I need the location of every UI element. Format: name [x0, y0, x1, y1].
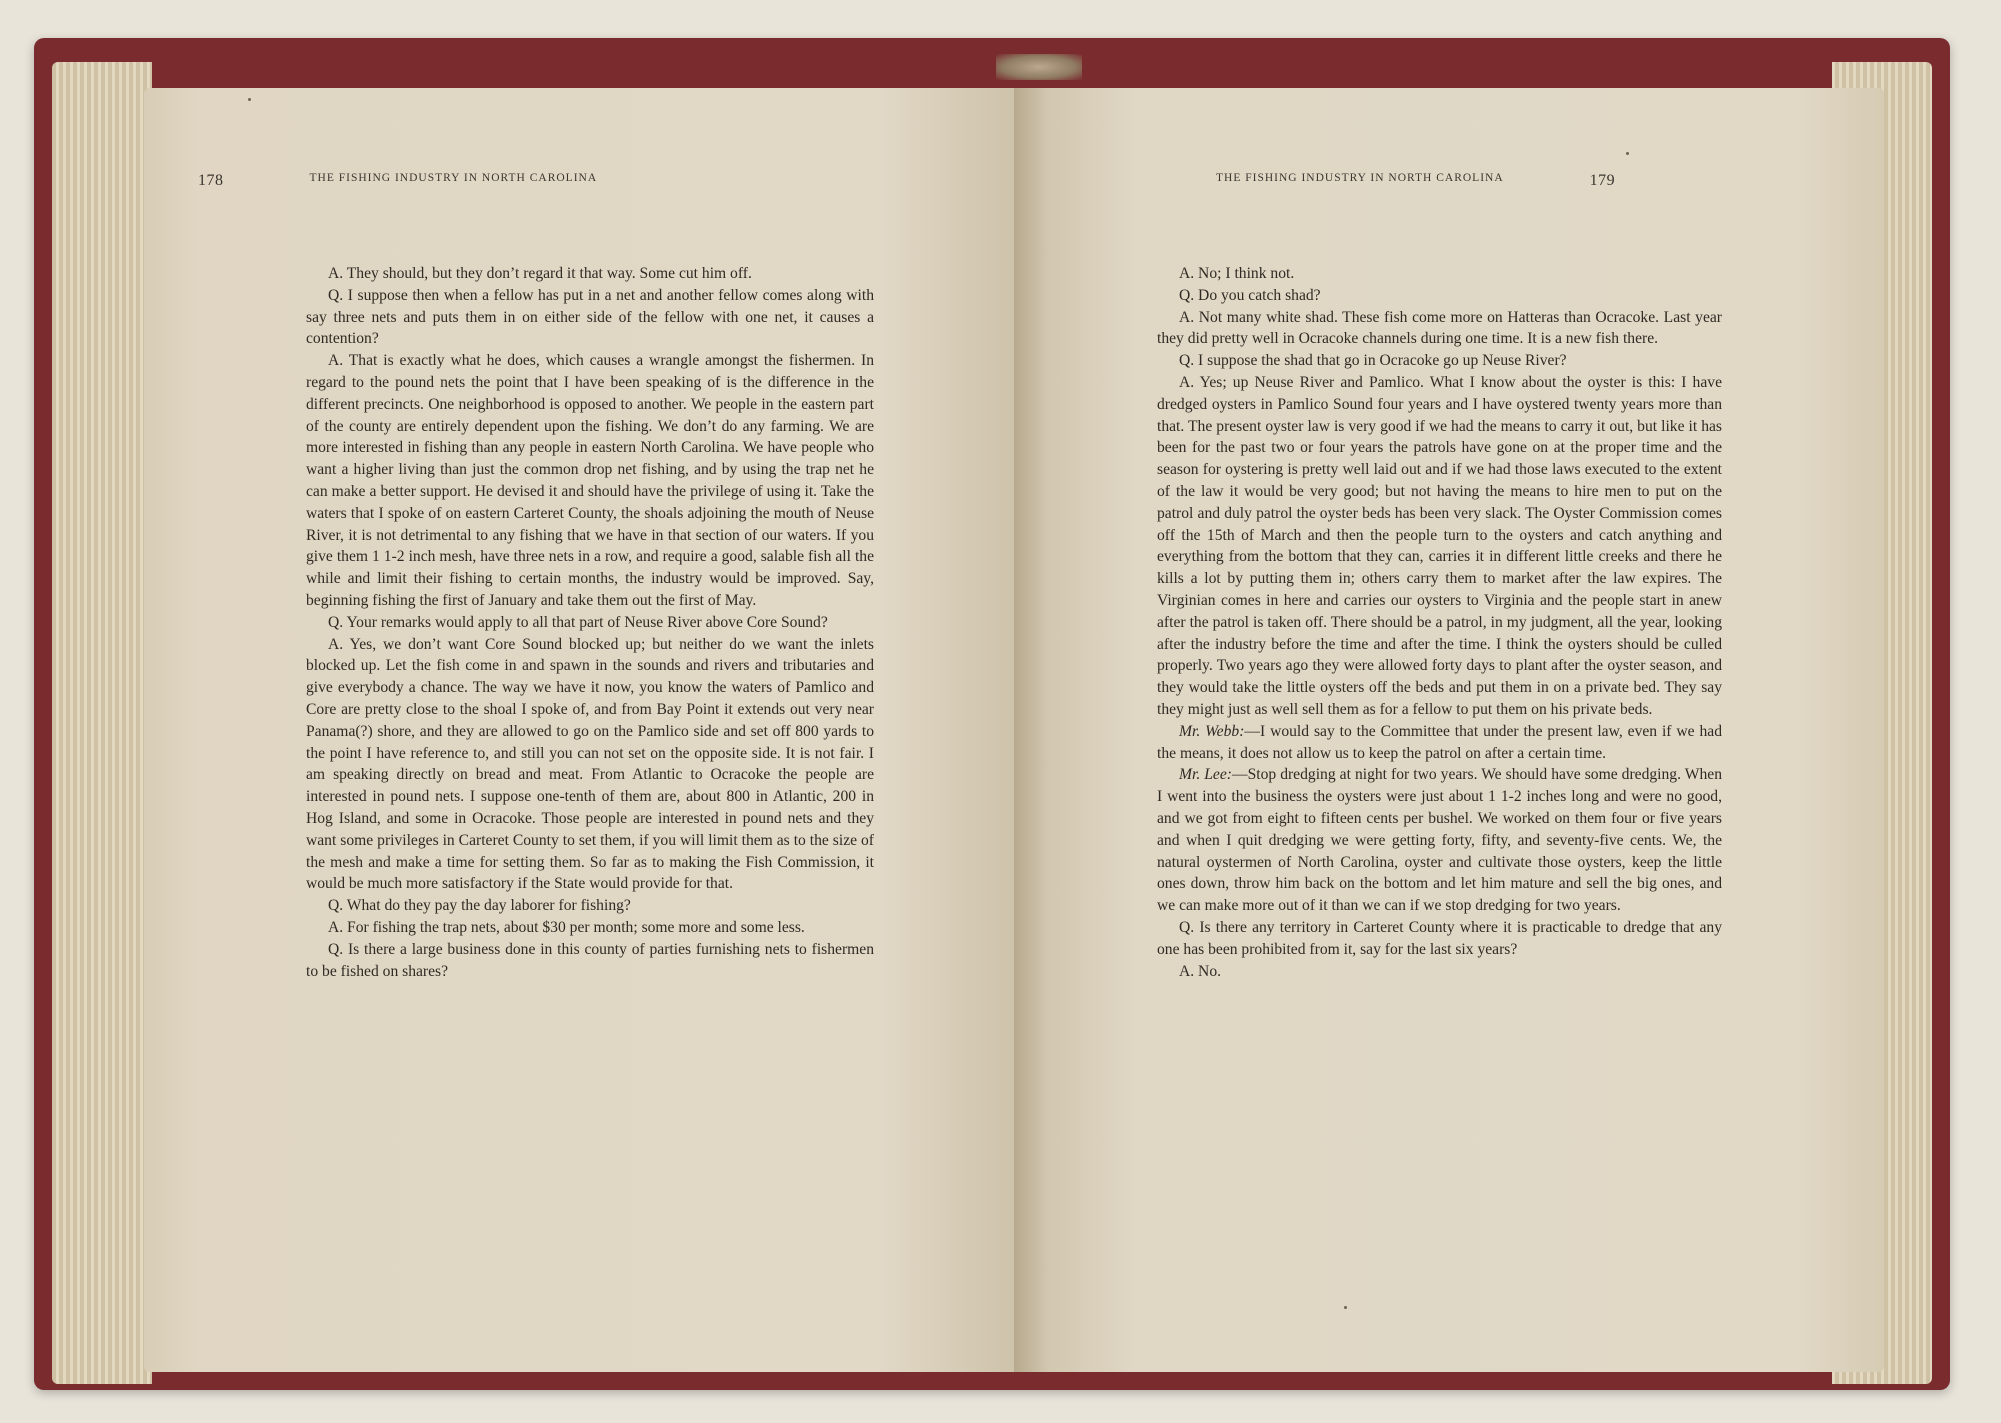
left-page-header: [198, 172, 704, 192]
paragraph-text: Q. Do you catch shad?: [1179, 286, 1321, 304]
paragraph: Q. Your remarks would apply to all that part of Neuse River above Core Sound?: [328, 613, 828, 631]
paragraph: A. They should, but they don’t regard it that way. Some cut him off.: [328, 265, 752, 282]
speaker-label: Mr. Webb:: [1179, 722, 1245, 740]
paragraph: [1157, 350, 1722, 372]
right-page-number: 179: [1589, 172, 1616, 189]
paragraph: Q. What do they pay the day laborer for fishing?: [328, 897, 631, 915]
paragraph: Q. Is there a large business done in this county of parties furnishing nets to fishermen to be fished on shares?: [306, 940, 874, 980]
spine-binding: [996, 54, 1082, 80]
paragraph: [1157, 307, 1722, 351]
paragraph: [1157, 372, 1722, 721]
paragraph: Q. I suppose then when a fellow has put in a net and another fellow comes along with say three nets and puts them in on either side of the fellow with one net, it causes a contention?: [306, 286, 874, 348]
paragraph: [1157, 721, 1722, 765]
paragraph: A. For fishing the trap nets, about $30 per month; some more and some less.: [328, 918, 805, 936]
paragraph: A. Yes, we don’t want Core Sound blocked up; but neither do we want the inlets blocked up. Let the fish come in and spawn in the sounds and rivers and tributaries and give everybody a chance. The way we have it now, you know the waters of Pamlico and Core are pretty close to the shoal I spoke of, and from Bay Point it extends out very near Panama(?) shore, and they are allowed to go on the Pamlico side and set off 800 yards to the point I have reference to, and still you can not set on the opposite side. It is not fair. I am speaking directly on bread and meat. From Atlantic to Ocracoke the people are interested in pound nets. I suppose one-tenth of them are, about 800 in Atlantic, 200 in Hog Island, and some in Ocracoke. Those people are interested in pound nets and they want some privileges in Carteret County to set them, if you will limit them as to the size of the mesh and make a time for setting them. So far as to making the Fish Commission, it would be much more satisfactory if the State would provide for that.: [306, 635, 874, 893]
paragraph-text: A. No.: [1179, 962, 1222, 980]
paragraph-text: A. Yes; up Neuse River and Pamlico. What I know about the oyster is this: I have dredged oysters in Pamlico Sound four years and I have oystered twenty years more than that. The present oyster law is very good if we had the means to carry it out, but like it has been for the past two or four years the patrols have gone on at the proper time and the season for oystering is pretty well laid out and if we had those laws executed to the extent of the law it would be very good; but not having the means to hire men to put on the patrol and duly patrol the oyster beds has been very slack. The Oyster Commission comes off the 15th of March and then the people turn to the oysters and catch anything and everything from the bottom that they can, carries it in different little creeks and there he kills a lot by putting them in; others carry them to market after the law expires. The Virginian comes in here and carries our oysters to Virginia and the people start in anew after the patrol is taken off. There should be a patrol, in my judgment, all the year, looking after the industry before the time and after the time. I think the oysters should be culled properly. Two years ago they were allowed forty days to plant after the oyster season, and they would take the little oysters off the beds and put them in on a private bed. They say they might just as well sell them as for a fellow to put them on his private beds.: [1157, 373, 1722, 718]
paragraph: [1157, 764, 1722, 917]
paragraph-text: Q. I suppose the shad that go in Ocracoke go up Neuse River?: [1179, 352, 1567, 370]
paragraph-text: A. No; I think not.: [1179, 265, 1295, 282]
right-page-header: [1216, 172, 1721, 192]
paragraph: [1157, 961, 1722, 983]
paragraph: A. That is exactly what he does, which causes a wrangle amongst the fishermen. In regard to the pound nets the point that I have been speaking of is the difference in the different precincts. One neighborhood is opposed to another. We people in the eastern part of the county are entirely dependent upon the fishing. We don’t do any farming. We are more interested in fishing than any people in eastern North Carolina. We have people who want a higher living than just the common drop net fishing, and by using the trap net he can make a better support. He devised it and should have the privilege of using it. Take the waters that I spoke of on eastern Carteret County, the shoals adjoining the mouth of Neuse River, it is not detrimental to any fishing that we have in that section of our waters. If you give them 1 1-2 inch mesh, have three nets in a row, and require a good, salable fish all the while and limit their fishing to certain months, the industry would be improved. Say, beginning fishing the first of January and take them out the first of May.: [306, 352, 874, 609]
right-running-title: THE FISHING INDUSTRY IN NORTH CAROLINA: [1216, 172, 1504, 184]
paragraph: [1157, 285, 1722, 307]
paragraph-text: —Stop dredging at night for two years. We should have some dredging. When I went into the business the oysters were just about 1 1-2 inches long and were no good, and we got from eight to fifteen cents per bushel. We worked on them four or five years and when I quit dredging we were getting forty, fifty, and seventy-five cents. We, the natural oystermen of North Carolina, oyster and cultivate those oysters, keep the little ones down, throw him back on the bottom and let him mature and sell the big ones, and we can make more out of it than we can if we stop dredging for two years.: [1157, 766, 1722, 915]
paragraph: [1157, 263, 1722, 285]
paragraph-text: Q. Is there any territory in Carteret County where it is practicable to dredge that any one has been prohibited from it, say for the last six years?: [1157, 918, 1722, 958]
speaker-label: Mr. Lee:: [1179, 766, 1232, 784]
paper-speck: [1626, 152, 1629, 155]
left-running-title: THE FISHING INDUSTRY IN NORTH CAROLINA: [309, 172, 598, 184]
page-edges-left: [52, 62, 152, 1384]
left-page-number: 178: [198, 172, 224, 189]
paragraph: [1157, 917, 1722, 961]
paper-speck: [1344, 1306, 1347, 1309]
paper-speck: [248, 98, 251, 101]
paragraph-text: —I would say to the Committee that under the present law, even if we had the means, it does not allow us to keep the patrol on after a certain time.: [1157, 722, 1722, 762]
left-page-body: [306, 263, 874, 982]
right-page-body: [1157, 263, 1722, 982]
paragraph-text: A. Not many white shad. These fish come more on Hatteras than Ocracoke. Last year they did pretty well in Ocracoke channels during one time. It is a new fish there.: [1157, 308, 1722, 348]
